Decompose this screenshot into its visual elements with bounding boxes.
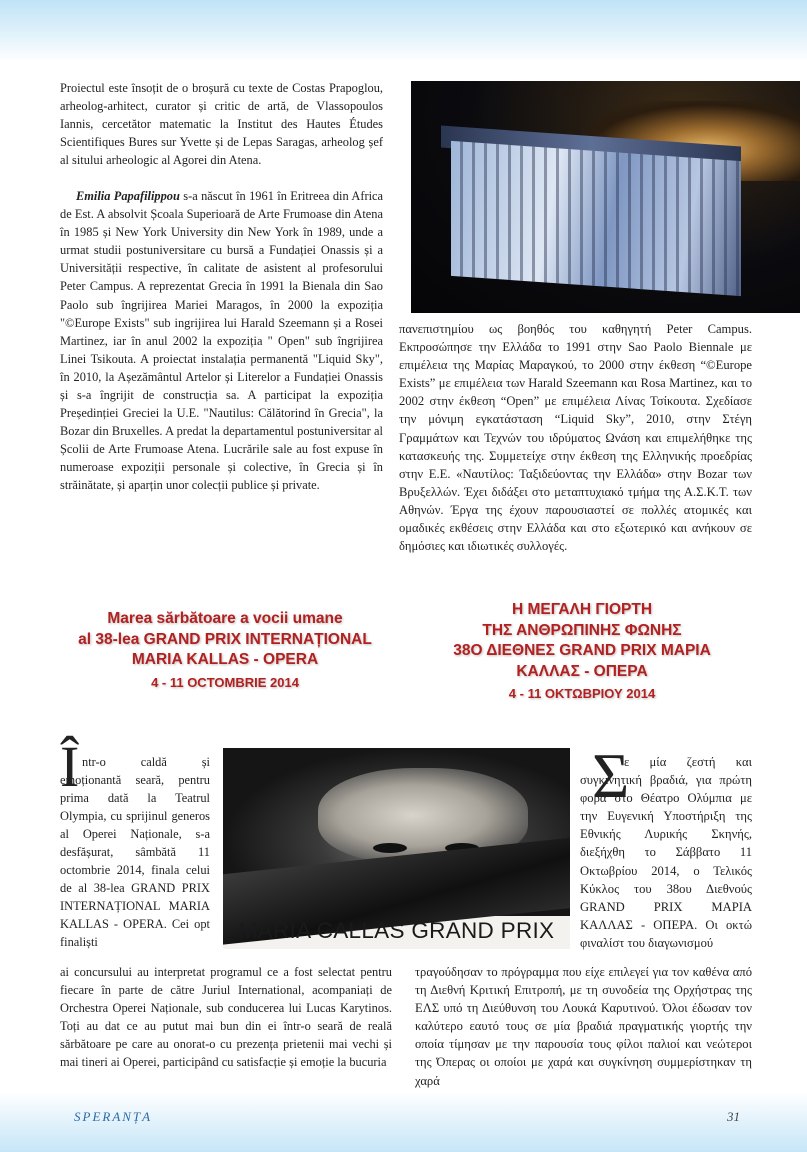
ro-headline-line2: al 38-lea GRAND PRIX INTERNAȚIONAL bbox=[78, 630, 372, 648]
gr-headline-line1: Η ΜΕΓΑΛΗ ΓΙΟΡΤΗ bbox=[511, 601, 653, 618]
gr-headline-line3: 38Ο ΔΙΕΘΝΕΣ GRAND PRIX ΜΑΡΙΑ bbox=[453, 642, 711, 659]
ro-headline-line3: MARIA KALLAS - OPERA bbox=[131, 651, 319, 668]
bio-text: s-a născut în 1961 în Eritreea din Africa de Est. A absolvit Școala Superioară de Arte Frumoase din Atena în 1985 și New York University din New York în 1989, unde a urmat studii postuniversitare cu bursă a Fundației Onassis și a Universității respective, în calitate de asistent al profesorului Peter Campus. A reprezentat Grecia în 1991 la Bienala din Sao Paolo sub îngrijirea Mariei Maragos, în 2000 la expoziția "©Europe Exists" sub ingrijirea lui Harald Szeemann și a Rosei Martinez, iar în anul 2002 la expoziția " Open" sub îngrijirea Linei Tsikouta. A proiectat instalația permanentă "Liquid Sky", în 2010, la Așezământul Artelor și Literelor a Fundației Onassis și s-a îngrijit de construcția sa. A participat la expoziția Președinției Greciei la U.E. "Nautilus: Călătorind în Grecia", la Bozar din Bruxelles. A predat la departamentul postuniversitar al Școlii de Arte Frumoase Atena. Lucrările sale au fost expuse în numeroase expoziții personale și colective, în Grecia și în străinătate, și aparțin unor colecții publice și private. bbox=[60, 189, 384, 492]
romanian-headline bbox=[40, 609, 410, 694]
artist-name: Emilia Papafilippou bbox=[76, 189, 180, 204]
gr-headline-line2: ΤΗΣ ΑΝΘΡΩΠΙΝΗΣ ΦΩΝΗΣ bbox=[482, 621, 682, 639]
top-decorative-band bbox=[0, 0, 807, 62]
left-column-text bbox=[60, 79, 383, 494]
page-number: 31 bbox=[727, 1109, 740, 1124]
gr-headline-date: 4 - 11 ΟΚΤΩΒΡΙΟΥ 2014 bbox=[508, 686, 656, 701]
left-eye bbox=[373, 843, 407, 853]
gr-article-wide: τραγούδησαν το πρόγραμμα που είχε επιλεγεί για τον καθένα από τη Διεθνή Κριτική Επιτροπή, με τη συνοδεία της Ορχήστρας της ΕΛΣ υπό τη Διεύθυνση του Λουκά Καρυτινού. Όλοι έδωσαν τον καλύτερο εαυτό τους σε μία βραδιά πραγματικής γιορτής την οποία τίμησαν με την παρουσία τους φίλοι παλιοί και νεώτεροι της Όπερας οι οποίοι με χαρά και συγκίνηση συμμερίστηκαν τη χαρά bbox=[415, 965, 752, 1088]
intro-paragraph: Proiectul este însoțit de o broșură cu texte de Costas Prapoglou, arheolog-arhitect, curator și critic de artă, de Vlassopoulos Iannis, cercetător matematic la Institut des Hautes Études Scientifiques Bures sur Yvette și de Lepas Saragas, arheolog șef al sitului arheologic al Agorei din Atena. bbox=[60, 81, 383, 168]
ro-headline-date: 4 - 11 OCTOMBRIE 2014 bbox=[151, 674, 299, 690]
gr-headline-line4: ΚΑΛΛΑΣ - ΟΠΕΡΑ bbox=[516, 662, 648, 680]
acropolis-projection-photo bbox=[411, 81, 800, 313]
ro-article-narrow: ntr-o caldă și emoționantă seară, pentru prima dată la Teatrul Olympia, cu sprijinul generos al Operei Naționale, s-a desfășurat, sâmbătă 11 octombrie 2014, finala celui de al 38-lea GRAND PRIX INTERNAȚIONAL MARIA KALLAS - OPERA. Cei opt finaliști bbox=[60, 755, 210, 950]
ro-dropcap: Î bbox=[60, 734, 80, 799]
greek-headline bbox=[400, 600, 764, 705]
bio-paragraph bbox=[60, 187, 383, 494]
projected-stoa-building bbox=[451, 141, 741, 296]
gr-article-narrow: ε μία ζεστή και συγκινητική βραδιά, για πρώτη φορά στο Θέατρο Ολύμπια με την Ευγενική Υποστήριξη της Εθνικής Λυρικής Σκηνής, διεξήχθη το Σάββατο 11 Οκτωβρίου 2014, ο Τελικός Κύκλος του 38ου Διεθνούς GRAND PRIX ΜΑΡΙΑ ΚΑΛΛΑΣ - ΟΠΕΡΑ. Οι οκτώ φιναλίστ του διαγωνισμού bbox=[580, 755, 752, 950]
greek-bio-text: πανεπιστημίου ως βοηθός του καθηγητή Peter Campus. Εκπροσώπησε την Ελλάδα το 1991 στην Sao Paolo Biennale με επιμέλεια της Μαρίας Μαραγκού, το 2000 στην έκθεση “©Europe Exists” με επιμέλεια των Harald Szeemann και Rosa Martinez, και το 2002 στην έκθεση “Open” με επιμέλεια Λίνας Τσίκουτα. Σχεδίασε την μόνιμη εγκατάσταση “Liquid Sky”, 2010, στην Στέγη Γραμμάτων και Τεχνών του ιδρύματος Ωνάση και επιμελήθηκε της κατασκευής της. Συμμετείχε στην έκθεση της Ελληνικής προεδρίας στην Ε.Ε. «Ναυτίλος: Ταξιδεύοντας την Ελλάδα» στην Bozar των Βρυξελλών. Έχει διδάξει στο μεταπτυχιακό τμήμα της Α.Σ.Κ.Τ. των Αθηνών. Έργα της έχουν παρουσιαστεί σε πολλές ατομικές και ομαδικές εκθέσεις στην Ελλάδα και στο εξωτερικό και ανήκουν σε δημόσιες και ιδιωτικές συλλογές. bbox=[399, 322, 752, 554]
ro-article-wide: ai concursului au interpretat programul ce a fost selectat pentru fiecare în parte de către Juriul International, acompaniați de Orchestra Operei Naționale, sub conducerea lui Lucas Karytinos. Toți au dat ce au putut mai bun din ei într-o seară de reală sărbătoare pe care au onorat-o cu prezența prietenii mai vechi și mai tineri ai Operei, participând cu satisfacție și emoție la bucuria bbox=[60, 965, 392, 1070]
gr-dropcap: Σ bbox=[592, 740, 630, 811]
image-caption: MARIA CALLAS GRAND PRIX bbox=[238, 918, 555, 943]
magazine-name: SPERANȚA bbox=[74, 1109, 153, 1124]
ro-headline-line1: Marea sărbătoare a vocii umane bbox=[107, 610, 343, 627]
maria-callas-illustration bbox=[223, 748, 570, 949]
paragraph-spacer bbox=[60, 169, 383, 187]
